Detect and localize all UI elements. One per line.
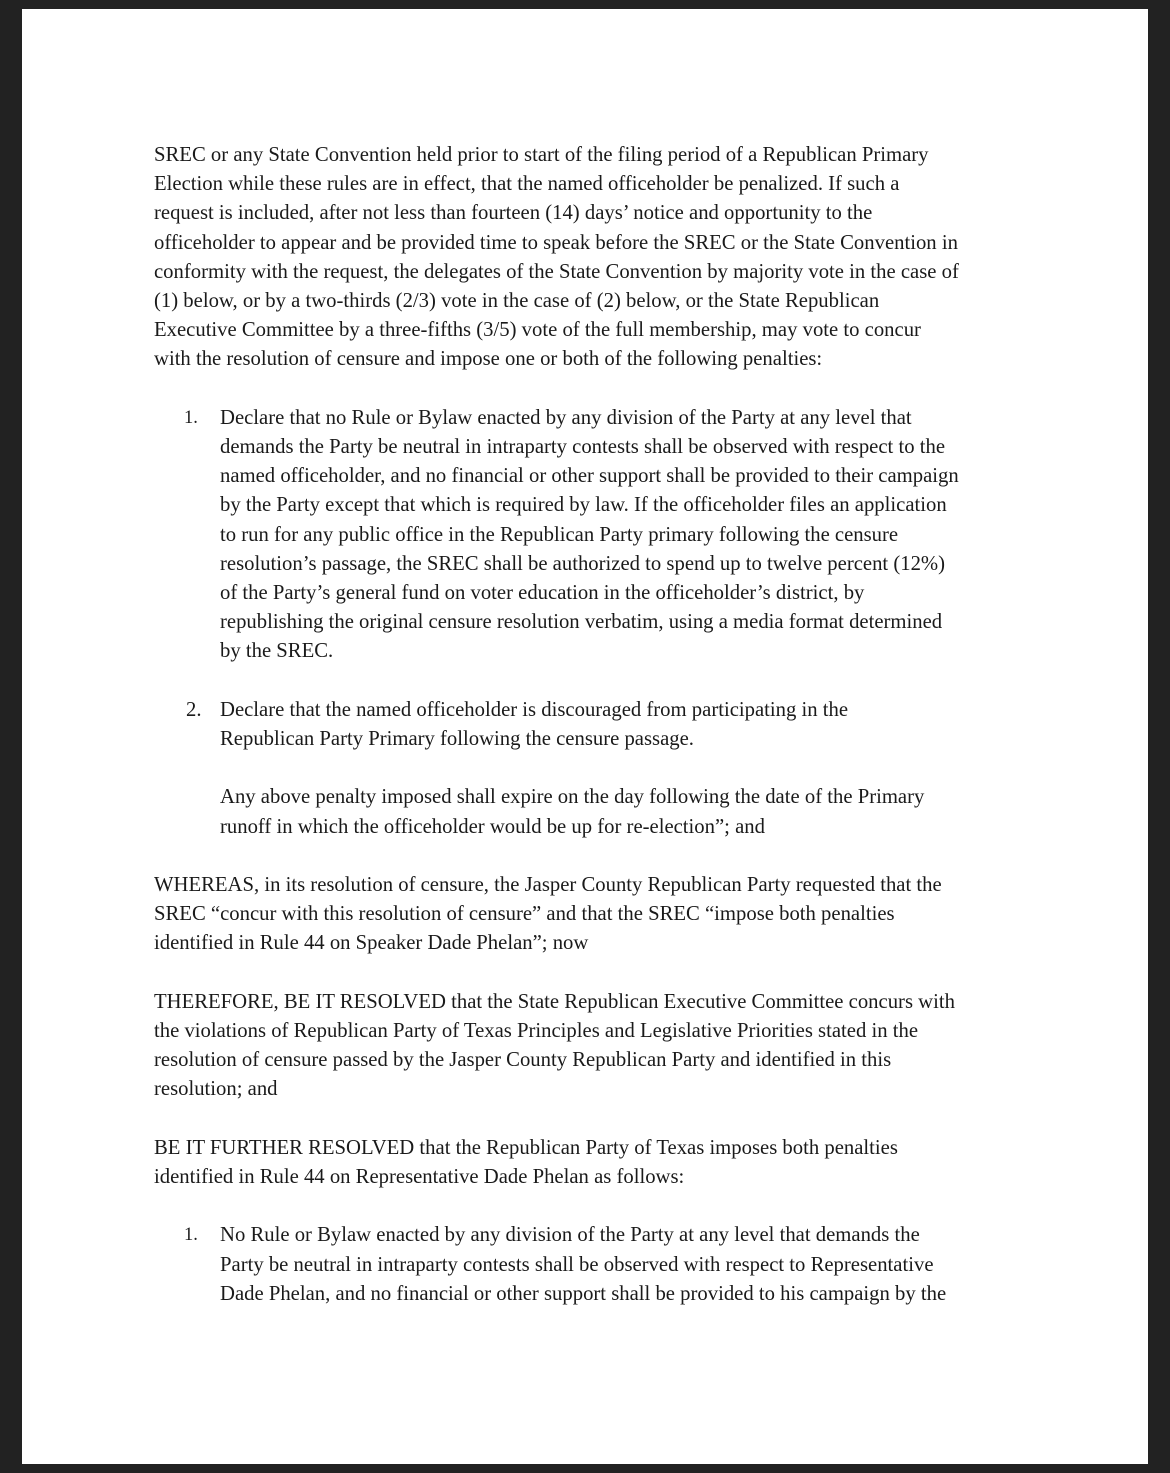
list-number: 1. [184, 407, 198, 428]
text-line: Declare that the named officeholder is discouraged from participating in the [220, 698, 849, 721]
spacer [154, 667, 1034, 696]
document-page [22, 9, 1148, 1464]
spacer [154, 842, 1034, 871]
text-line: Party be neutral in intraparty contests shall be observed with respect to Representative [220, 1253, 934, 1276]
text-line: resolution’s passage, the SREC shall be authorized to spend up to twelve percent (12%) [220, 552, 946, 575]
text-line: runoff in which the officeholder would be up for re-election”; and [220, 815, 765, 838]
document-body [154, 141, 1034, 1309]
text-line: SREC or any State Convention held prior to start of the filing period of a Republican Primary [154, 144, 929, 166]
spacer [154, 959, 1034, 988]
spacer [154, 1192, 1034, 1221]
text-line: Dade Phelan, and no financial or other support shall be provided to his campaign by the [220, 1282, 947, 1305]
text-line: request is included, after not less than fourteen (14) days’ notice and opportunity to the [154, 202, 873, 225]
list-number: 1. [184, 1225, 198, 1246]
penalty-item-2 [154, 696, 1034, 754]
text-line: WHEREAS, in its resolution of censure, the Jasper County Republican Party requested that the [154, 874, 942, 897]
text-line: Any above penalty imposed shall expire on the day following the date of the Primary [220, 786, 925, 809]
text-line: by the Party except that which is required by law. If the officeholder files an application [220, 494, 947, 517]
therefore-paragraph [154, 988, 1034, 1105]
imposed-penalty-item-1 [154, 1221, 1034, 1309]
list-number: 2. [186, 698, 202, 721]
whereas-paragraph [154, 871, 1034, 959]
text-line: BE IT FURTHER RESOLVED that the Republican Party of Texas imposes both penalties [154, 1136, 898, 1159]
text-line: of the Party’s general fund on voter education in the officeholder’s district, by [220, 582, 865, 605]
text-line: Executive Committee by a three-fifths (3/5) vote of the full membership, may vote to concur [154, 319, 921, 342]
text-line: officeholder to appear and be provided time to speak before the SREC or the State Convention in [154, 231, 958, 254]
text-line: identified in Rule 44 on Representative Dade Phelan as follows: [154, 1166, 685, 1189]
text-line: (1) below, or by a two-thirds (2/3) vote in the case of (2) below, or the State Republican [154, 290, 880, 313]
text-line: resolution of censure passed by the Jasper County Republican Party and identified in this [154, 1049, 892, 1072]
spacer [154, 375, 1034, 404]
text-line: by the SREC. [220, 640, 334, 663]
text-line: identified in Rule 44 on Speaker Dade Phelan”; now [154, 932, 589, 955]
expiration-paragraph [154, 783, 1034, 841]
text-line: to run for any public office in the Republican Party primary following the censure [220, 523, 899, 546]
text-line: named officeholder, and no financial or other support shall be provided to their campaign [220, 465, 959, 488]
text-line: SREC “concur with this resolution of censure” and that the SREC “impose both penalties [154, 903, 895, 926]
intro-paragraph [154, 141, 1034, 375]
text-line: No Rule or Bylaw enacted by any division of the Party at any level that demands the [220, 1224, 920, 1247]
text-line: Republican Party Primary following the censure passage. [220, 728, 694, 751]
spacer [154, 754, 1034, 783]
text-line: the violations of Republican Party of Texas Principles and Legislative Priorities stated in the [154, 1020, 919, 1043]
penalty-item-1 [154, 404, 1034, 667]
text-line: Election while these rules are in effect, that the named officeholder be penalized. If such a [154, 173, 900, 196]
text-line: resolution; and [154, 1078, 278, 1101]
text-line: conformity with the request, the delegates of the State Convention by majority vote in the case of [154, 260, 959, 283]
text-line: THEREFORE, BE IT RESOLVED that the State Republican Executive Committee concurs with [154, 990, 955, 1013]
spacer [154, 1105, 1034, 1134]
text-line: demands the Party be neutral in intraparty contests shall be observed with respect to the [220, 436, 946, 459]
text-line: republishing the original censure resolution verbatim, using a media format determined [220, 611, 943, 634]
further-resolved-paragraph [154, 1134, 1034, 1192]
text-line: Declare that no Rule or Bylaw enacted by any division of the Party at any level that [220, 406, 912, 429]
text-line: with the resolution of censure and impose one or both of the following penalties: [154, 348, 823, 371]
